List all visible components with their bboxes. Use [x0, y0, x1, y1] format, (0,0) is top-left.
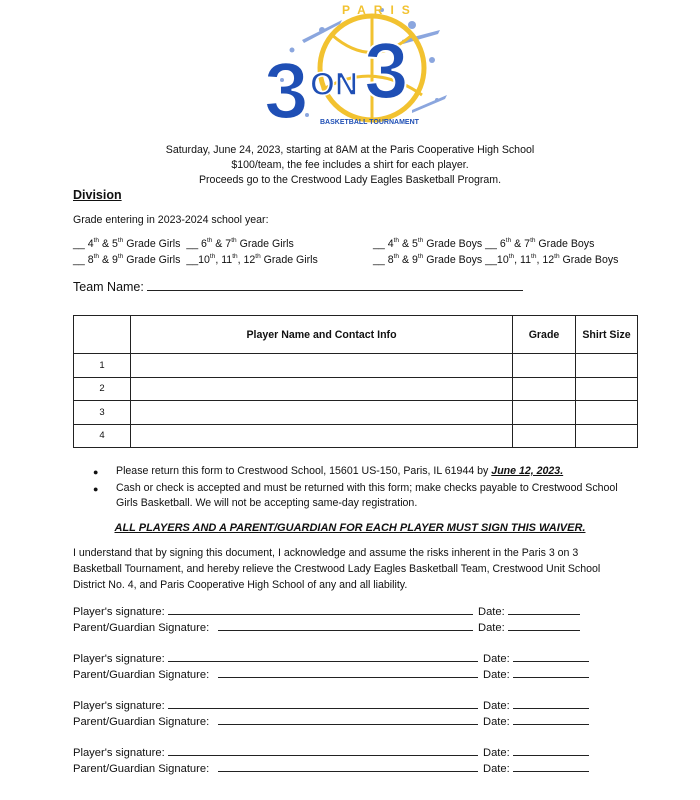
- team-name-line[interactable]: [147, 279, 523, 291]
- date-line[interactable]: [508, 603, 580, 615]
- date-label: Date:: [478, 622, 505, 634]
- col-grade: Grade: [513, 316, 576, 354]
- table-header-row: [74, 316, 638, 354]
- col-number: [74, 316, 131, 354]
- logo-top-text: PARIS: [342, 3, 418, 17]
- due-date: June 12, 2023.: [491, 465, 564, 477]
- player-name-cell[interactable]: [131, 401, 513, 425]
- date-line[interactable]: [513, 760, 589, 772]
- date-label: Date:: [483, 747, 510, 759]
- table-row: [74, 401, 638, 425]
- boys-options-row-1[interactable]: __ 4th & 5th Grade Boys __ 6th & 7th Grade Boys: [373, 237, 595, 250]
- parent-signature-row: [73, 760, 633, 775]
- svg-text:BASKETBALL TOURNAMENT: BASKETBALL TOURNAMENT: [320, 119, 419, 126]
- player-signature-row: [73, 603, 633, 618]
- payment-instruction-2: Girls Basketball. We will not be accepting same-day registration.: [116, 497, 418, 509]
- table-row: [74, 354, 638, 378]
- player-name-cell[interactable]: [131, 354, 513, 378]
- bullet-icon: ●: [93, 467, 99, 477]
- player-signature-row: [73, 744, 633, 759]
- fee-line: $100/team, the fee includes a shirt for each player.: [231, 159, 469, 171]
- player-signature-row: [73, 650, 633, 665]
- date-line[interactable]: [513, 713, 589, 725]
- team-name-field[interactable]: [73, 279, 523, 294]
- svg-text:ON: ON: [310, 66, 358, 102]
- shirt-size-cell[interactable]: [576, 354, 638, 378]
- parent-signature-row: [73, 666, 633, 681]
- date-line[interactable]: [513, 697, 589, 709]
- parent-signature-label: Parent/Guardian Signature:: [73, 669, 210, 681]
- parent-signature-line[interactable]: [218, 666, 478, 678]
- date-label: Date:: [483, 669, 510, 681]
- date-label: Date:: [483, 716, 510, 728]
- col-player-name: Player Name and Contact Info: [131, 316, 513, 354]
- player-table: [73, 315, 638, 448]
- return-instruction: Please return this form to Crestwood School, 15601 US-150, Paris, IL 61944 by June 12, 2023.: [116, 465, 564, 477]
- player-signature-line[interactable]: [168, 697, 478, 709]
- grade-prompt: Grade entering in 2023-2024 school year:: [73, 214, 269, 226]
- col-shirt-size: Shirt Size: [576, 316, 638, 354]
- grade-cell[interactable]: [513, 377, 576, 401]
- player-name-cell[interactable]: [131, 377, 513, 401]
- waiver-text-2: Basketball Tournament, and hereby relieve the Crestwood Lady Eagles Basketball Team, Crestwood Unit School: [73, 563, 601, 575]
- waiver-text-3: District No. 4, and Paris Cooperative High School of any and all liability.: [73, 579, 408, 591]
- player-signature-line[interactable]: [168, 603, 473, 615]
- row-number: 3: [74, 401, 131, 425]
- girls-options-row-1[interactable]: __ 4th & 5th Grade Girls __ 6th & 7th Grade Girls: [73, 237, 294, 250]
- player-signature-label: Player's signature:: [73, 747, 165, 759]
- grade-cell[interactable]: [513, 354, 576, 378]
- proceeds-line: Proceeds go to the Crestwood Lady Eagles Basketball Program.: [198, 174, 502, 186]
- table-row: [74, 424, 638, 448]
- row-number: 4: [74, 424, 131, 448]
- parent-signature-label: Parent/Guardian Signature:: [73, 716, 210, 728]
- player-signature-label: Player's signature:: [73, 606, 165, 618]
- date-line[interactable]: [513, 650, 589, 662]
- team-name-label: Team Name:: [73, 280, 144, 294]
- date-label: Date:: [478, 606, 505, 618]
- waiver-text-1: I understand that by signing this document, I acknowledge and assume the risks inherent in the Paris 3 on 3: [73, 547, 579, 559]
- date-label: Date:: [483, 700, 510, 712]
- date-line[interactable]: [513, 744, 589, 756]
- parent-signature-row: [73, 619, 633, 634]
- parent-signature-line[interactable]: [218, 619, 473, 631]
- row-number: 1: [74, 354, 131, 378]
- girls-options-row-2[interactable]: __ 8th & 9th Grade Girls __10th, 11th, 12th Grade Girls: [73, 253, 318, 266]
- shirt-size-cell[interactable]: [576, 424, 638, 448]
- payment-instruction-1: Cash or check is accepted and must be returned with this form; make checks payable to Crestwood School: [116, 482, 618, 494]
- waiver-heading: ALL PLAYERS AND A PARENT/GUARDIAN FOR EACH PLAYER MUST SIGN THIS WAIVER.: [114, 522, 586, 534]
- boys-options-row-2[interactable]: __ 8th & 9th Grade Boys __10th, 11th, 12th Grade Boys: [373, 253, 619, 266]
- grade-cell[interactable]: [513, 424, 576, 448]
- player-signature-line[interactable]: [168, 744, 478, 756]
- event-details-line: Saturday, June 24, 2023, starting at 8AM at the Paris Cooperative High School: [165, 144, 535, 156]
- parent-signature-label: Parent/Guardian Signature:: [73, 622, 210, 634]
- player-signature-label: Player's signature:: [73, 700, 165, 712]
- player-signature-row: [73, 697, 633, 712]
- date-line[interactable]: [513, 666, 589, 678]
- parent-signature-line[interactable]: [218, 713, 478, 725]
- paris-3on3-logo: [262, 0, 452, 138]
- table-row: [74, 377, 638, 401]
- player-signature-label: Player's signature:: [73, 653, 165, 665]
- parent-signature-label: Parent/Guardian Signature:: [73, 763, 210, 775]
- svg-text:3: 3: [264, 46, 309, 135]
- division-heading: Division: [73, 188, 122, 202]
- shirt-size-cell[interactable]: [576, 377, 638, 401]
- player-name-cell[interactable]: [131, 424, 513, 448]
- shirt-size-cell[interactable]: [576, 401, 638, 425]
- date-label: Date:: [483, 763, 510, 775]
- parent-signature-line[interactable]: [218, 760, 478, 772]
- svg-text:3: 3: [364, 26, 409, 115]
- date-label: Date:: [483, 653, 510, 665]
- parent-signature-row: [73, 713, 633, 728]
- player-signature-line[interactable]: [168, 650, 478, 662]
- grade-cell[interactable]: [513, 401, 576, 425]
- bullet-icon: ●: [93, 484, 99, 494]
- row-number: 2: [74, 377, 131, 401]
- date-line[interactable]: [508, 619, 580, 631]
